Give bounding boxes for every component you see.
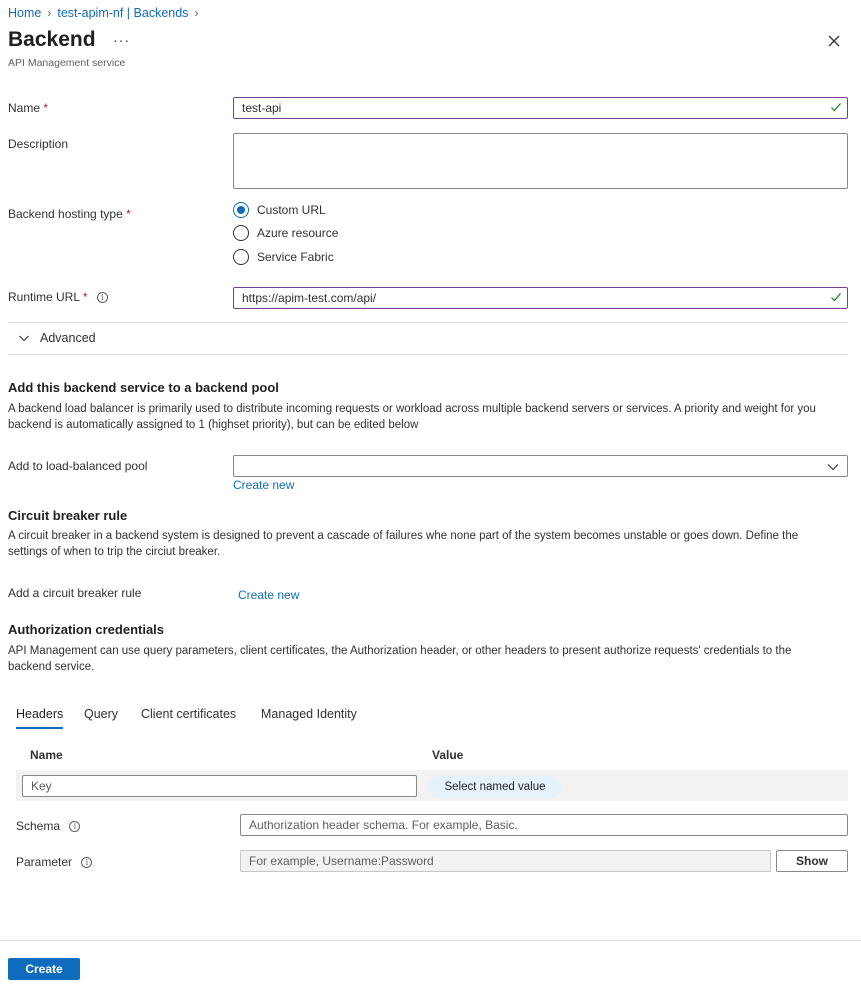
column-header-value: Value: [432, 748, 464, 762]
check-icon: [830, 291, 842, 303]
chevron-right-icon: ›: [194, 6, 199, 20]
select-named-value-button[interactable]: Select named value: [428, 776, 562, 798]
circuit-create-new-link[interactable]: Create new: [238, 588, 300, 602]
info-icon[interactable]: i: [69, 821, 80, 832]
divider: [8, 322, 848, 323]
runtime-url-input[interactable]: https://apim-test.com/api/: [233, 287, 848, 309]
description-textarea[interactable]: [233, 133, 848, 189]
chevron-down-icon: [827, 461, 839, 473]
check-icon: [830, 101, 842, 113]
chevron-right-icon: ›: [47, 6, 52, 20]
chevron-down-icon: [18, 332, 30, 344]
schema-input[interactable]: Authorization header schema. For example, Basic.: [240, 814, 848, 836]
column-header-name: Name: [30, 748, 63, 762]
circuit-label: Add a circuit breaker rule: [8, 586, 142, 600]
auth-description: API Management can use query parameters, client certificates, the Authorization header, or other headers to present authorize requests' credentials to the backend service.: [8, 645, 792, 673]
pool-label: Add to load-balanced pool: [8, 459, 148, 473]
pool-description: A backend load balancer is primarily used to distribute incoming requests or workload across multiple backend servers or services. A priority and weight for you backend is automatically assigned to 1 (highset priority), but can be edited below: [8, 403, 816, 431]
divider: [8, 354, 848, 355]
pool-dropdown[interactable]: [233, 455, 848, 477]
radio-azure-resource[interactable]: Azure resource: [233, 225, 338, 241]
schema-label: Schema i: [16, 819, 80, 833]
pool-create-new-link[interactable]: Create new: [233, 478, 295, 492]
close-icon[interactable]: [825, 32, 843, 50]
info-icon[interactable]: i: [81, 857, 92, 868]
radio-service-fabric[interactable]: Service Fabric: [233, 249, 334, 265]
key-input[interactable]: Key: [22, 775, 417, 797]
tab-query[interactable]: Query: [84, 707, 119, 721]
runtime-url-label: Runtime URL * i: [8, 290, 108, 304]
radio-custom-url[interactable]: Custom URL: [233, 202, 326, 218]
breadcrumb: [8, 6, 204, 20]
parameter-input[interactable]: For example, Username:Password: [240, 850, 771, 872]
radio-selected-icon[interactable]: [233, 202, 249, 218]
info-icon[interactable]: i: [97, 292, 108, 303]
description-label: Description: [8, 137, 69, 151]
page-subtitle: API Management service: [8, 57, 126, 69]
circuit-section-title: Circuit breaker rule: [8, 508, 128, 523]
page-title: Backend: [8, 28, 96, 51]
tab-headers[interactable]: Headers: [16, 707, 64, 721]
hosting-type-label: Backend hosting type *: [8, 207, 131, 221]
breadcrumb-home-link[interactable]: Home: [8, 6, 42, 20]
circuit-description: A circuit breaker in a backend system is designed to prevent a cascade of failures whe none part of the system becomes unstable or goes down. Define the settings of when to trip the circiut breaker.: [8, 530, 799, 558]
tab-managed-identity[interactable]: Managed Identity: [261, 707, 357, 721]
tab-client-certificates[interactable]: Client certificates: [141, 707, 237, 721]
breadcrumb-backends-link[interactable]: test-apim-nf | Backends: [57, 6, 189, 20]
parameter-label: Parameter i: [16, 855, 92, 869]
radio-icon[interactable]: [233, 225, 249, 241]
pool-section-title: Add this backend service to a backend pool: [8, 380, 279, 395]
radio-icon[interactable]: [233, 249, 249, 265]
active-tab-indicator: [16, 727, 63, 729]
name-input[interactable]: test-api: [233, 97, 848, 119]
create-button[interactable]: Create: [8, 958, 80, 980]
auth-section-title: Authorization credentials: [8, 622, 165, 637]
show-button[interactable]: Show: [776, 850, 848, 872]
name-label: Name *: [8, 101, 49, 115]
advanced-toggle[interactable]: Advanced: [18, 331, 96, 345]
more-options-button[interactable]: ···: [113, 32, 130, 48]
footer-divider: [0, 940, 861, 941]
